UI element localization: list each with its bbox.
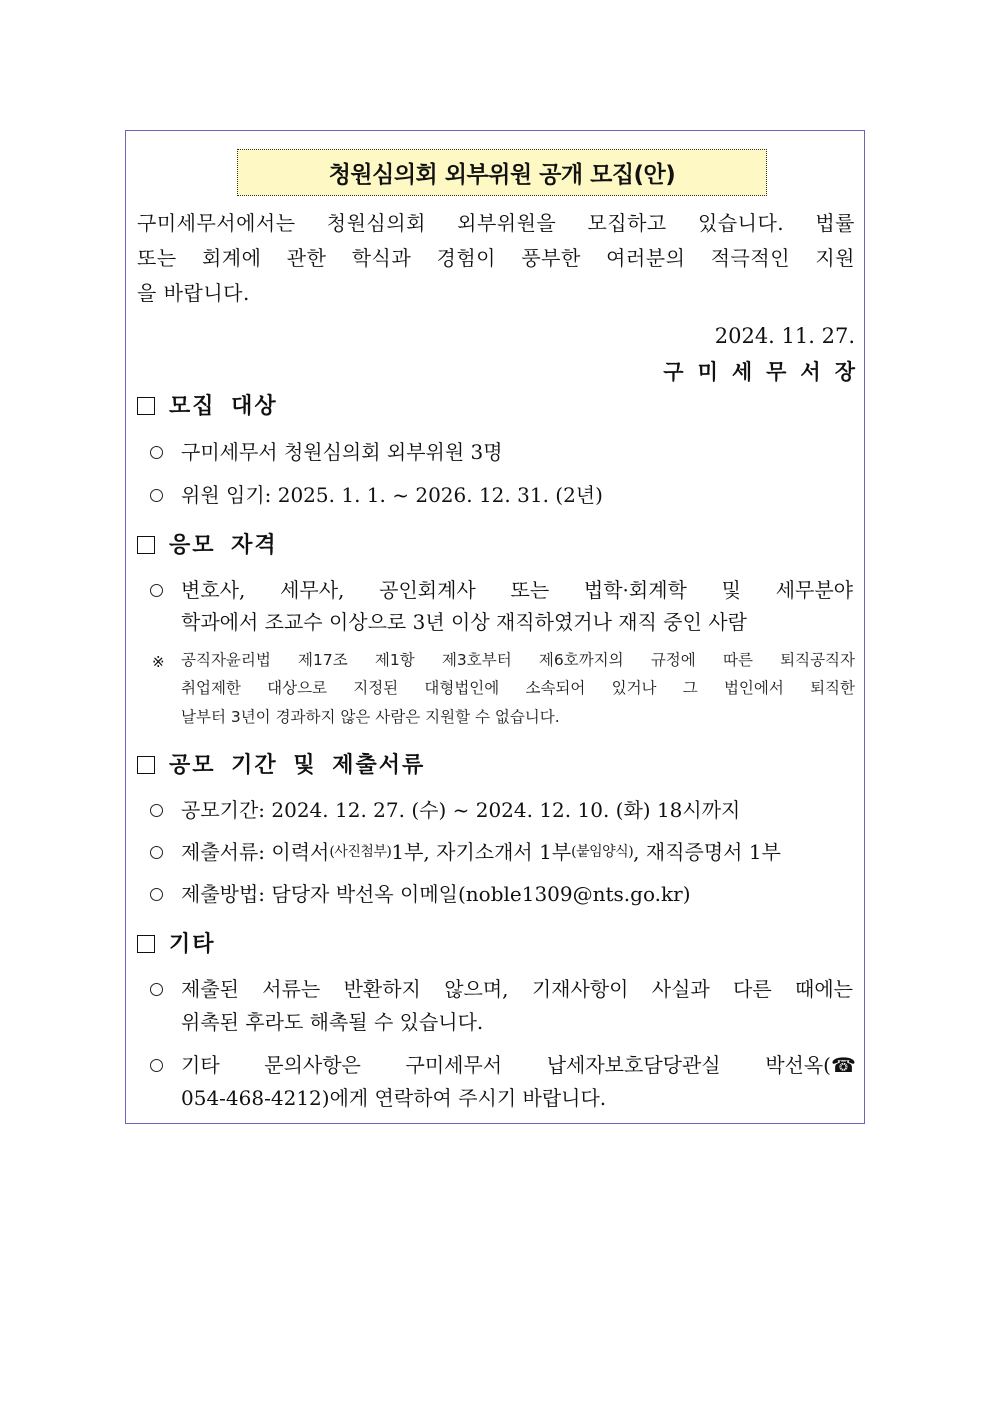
list-item: 제출방법: 담당자 박선옥 이메일(noble1309@nts.go.kr) <box>150 882 691 906</box>
square-bullet-icon <box>137 756 155 774</box>
square-bullet-icon <box>137 935 155 953</box>
section-heading-eligibility: 응모 자격 <box>137 533 278 557</box>
note-line-2: 취업제한 대상으로 지정된 대형법인에 소속되어 있거나 그 법인에서 퇴직한 <box>181 679 855 697</box>
circle-bullet-icon <box>150 846 163 859</box>
section-heading-application-period: 공모 기간 및 제출서류 <box>137 753 425 777</box>
signer: 구미세무서장 <box>663 359 869 384</box>
circle-bullet-icon <box>150 804 163 817</box>
list-item: 위원 임기: 2025. 1. 1. ~ 2026. 12. 31. (2년) <box>150 483 603 507</box>
intro-line-1: 구미세무서에서는 청원심의회 외부위원을 모집하고 있습니다. 법률 <box>137 211 855 235</box>
list-item: 기타 문의사항은 구미세무서 납세자보호담당관실 박선옥( ☎ <box>150 1053 856 1077</box>
circle-bullet-icon <box>150 489 163 502</box>
square-bullet-icon <box>137 397 155 415</box>
note-line-1: 공직자윤리법 제17조 제1항 제3호부터 제6호까지의 규정에 따른 퇴직공직자 <box>181 651 855 669</box>
circle-bullet-icon <box>150 1059 163 1072</box>
title-box <box>237 149 767 196</box>
square-bullet-icon <box>137 536 155 554</box>
section-heading-other: 기타 <box>137 932 216 956</box>
list-item-continuation: 054-468-4212)에게 연락하여 주시기 바랍니다. <box>181 1086 607 1110</box>
list-item: 제출된 서류는 반환하지 않으며, 기재사항이 사실과 다른 때에는 <box>150 977 853 1001</box>
list-item-continuation: 학과에서 조교수 이상으로 3년 이상 재직하였거나 재직 중인 사람 <box>181 610 747 634</box>
note-line-3: 날부터 3년이 경과하지 않은 사람은 지원할 수 없습니다. <box>181 708 560 726</box>
page-title: 청원심의회 외부위원 공개 모집(안) <box>328 162 676 188</box>
intro-line-2: 또는 회계에 관한 학식과 경험이 풍부한 여러분의 적극적인 지원 <box>137 246 855 270</box>
circle-bullet-icon <box>150 584 163 597</box>
circle-bullet-icon <box>150 983 163 996</box>
list-item: 제출서류: 이력서 (사진첨부) 1부, 자기소개서 1부 (붙임양식) , 재직증명서 1부 <box>150 840 781 864</box>
document-date: 2024. 11. 27. <box>714 324 855 348</box>
phone-icon: ☎ <box>831 1053 856 1077</box>
list-item: 변호사, 세무사, 공인회계사 또는 법학·회계학 및 세무분야 <box>150 578 853 602</box>
reference-mark: ※ <box>152 653 165 671</box>
circle-bullet-icon <box>150 888 163 901</box>
list-item-continuation: 위촉된 후라도 해촉될 수 있습니다. <box>181 1010 484 1034</box>
list-item: 공모기간: 2024. 12. 27. (수) ~ 2024. 12. 10. (화) 18시까지 <box>150 798 740 822</box>
intro-line-3: 을 바랍니다. <box>137 281 250 305</box>
circle-bullet-icon <box>150 446 163 459</box>
section-heading-recruitment-target: 모집 대상 <box>137 394 278 418</box>
list-item: 구미세무서 청원심의회 외부위원 3명 <box>150 440 503 464</box>
